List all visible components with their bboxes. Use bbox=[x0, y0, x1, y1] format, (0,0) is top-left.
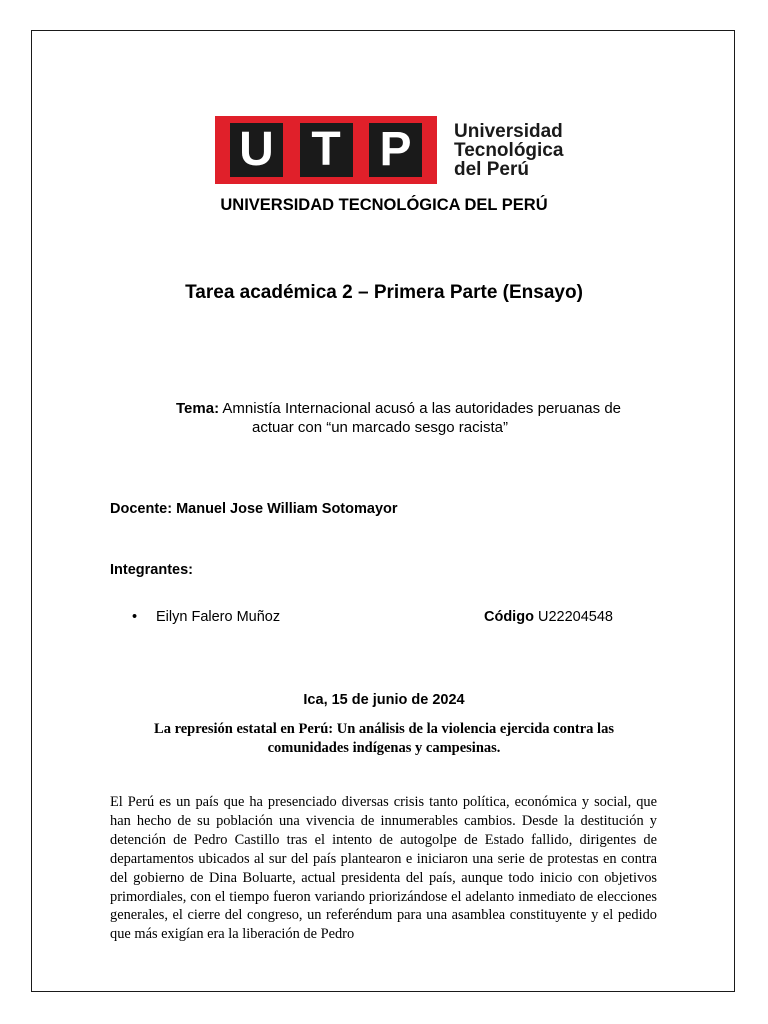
member-code-label: Código bbox=[484, 609, 534, 625]
logo-text-line-3: del Perú bbox=[454, 158, 529, 180]
logo-wordmark bbox=[454, 116, 574, 184]
university-name-text: UNIVERSIDAD TECNOLÓGICA DEL PERÚ bbox=[220, 196, 548, 214]
bullet-icon: • bbox=[132, 609, 138, 625]
members-heading: Integrantes: bbox=[110, 562, 193, 578]
topic-line-2: actuar con “un marcado sesgo racista” bbox=[252, 419, 508, 436]
university-name bbox=[0, 196, 768, 215]
member-code-value: U22204548 bbox=[533, 609, 613, 625]
logo-letter-u: U bbox=[230, 123, 283, 177]
logo-letter-p: P bbox=[369, 123, 422, 177]
utp-logo bbox=[215, 116, 574, 184]
place-date: Ica, 15 de junio de 2024 bbox=[303, 692, 465, 708]
logo-text-line-2: Tecnológica bbox=[454, 139, 564, 161]
topic-line-1: Amnistía Internacional acusó a las autoridades peruanas de bbox=[219, 400, 622, 417]
member-row bbox=[132, 609, 652, 629]
task-title: Tarea académica 2 – Primera Parte (Ensayo) bbox=[185, 282, 583, 303]
topic bbox=[176, 399, 646, 437]
member-name: Eilyn Falero Muñoz bbox=[156, 609, 281, 625]
essay-title: La represión estatal en Perú: Un análisis de la violencia ejercida contra las comunidades indígenas y campesinas. bbox=[154, 721, 614, 756]
essay-paragraph: El Perú es un país que ha presenciado diversas crisis tanto política, económica y social, que han hecho de su población una vivencia de innumerables cambios. Desde la destitución y detención de Pedro Castillo tras el intento de autogolpe de Estado fallido, dirigentes de departamentos ubicados al sur del país plantearon e iniciaron una serie de protestas en contra del gobierno de Dina Boluarte, actual presidenta del país, aunque todo inicio con objetivos primordiales, con el tiempo fueron variando priorizándose el adelanto inmediato de elecciones generales, el cierre del congreso, un referéndum para una asamblea constituyente y el pedido que más exigían era la liberación de Pedro bbox=[110, 794, 657, 943]
member-code bbox=[484, 609, 613, 625]
logo-letter-block bbox=[215, 116, 437, 184]
logo-letter-t: T bbox=[300, 123, 353, 177]
instructor: Docente: Manuel Jose William Sotomayor bbox=[110, 501, 398, 517]
logo-text-line-1: Universidad bbox=[454, 120, 563, 142]
topic-label: Tema: bbox=[176, 400, 220, 417]
